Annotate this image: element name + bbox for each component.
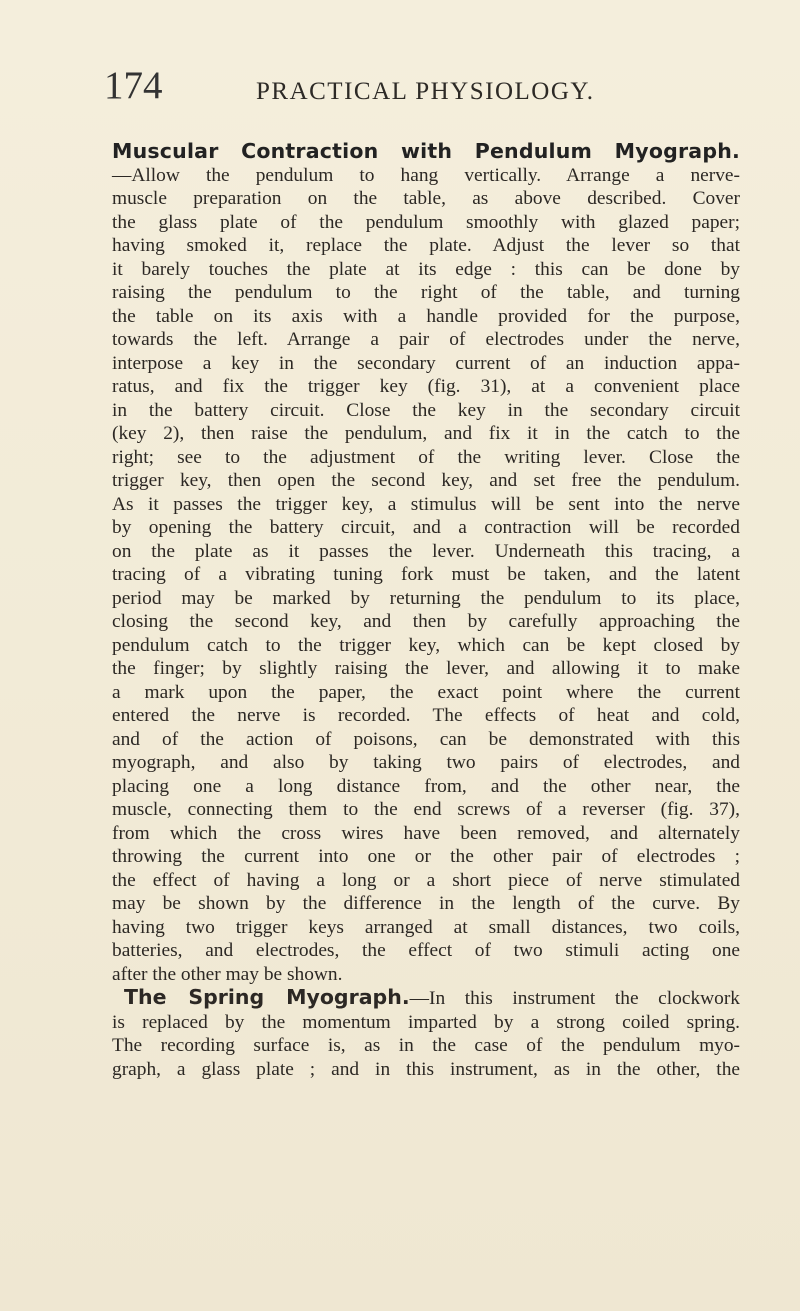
text-line: from which the cross wires have been removed, and alternately: [112, 822, 740, 844]
text-line: throwing the current into one or the other pair of electrodes ;: [112, 846, 740, 867]
text-line: batteries, and electrodes, the effect of two stimuli acting one: [112, 940, 740, 961]
text-line: right; see to the adjustment of the writing lever. Close the: [112, 446, 740, 468]
text-line: in the battery circuit. Close the key in the secondary circuit: [112, 399, 740, 421]
paragraph-lines: [112, 164, 740, 987]
paragraph-spring-myograph: [112, 986, 740, 1081]
text-line: on the plate as it passes the lever. Underneath this tracing, a: [112, 540, 740, 562]
text-line: is replaced by the momentum imparted by a strong coiled spring.: [112, 1011, 740, 1033]
text-line: the effect of having a long or a short piece of nerve stimulated: [112, 869, 740, 891]
page-header: [104, 64, 708, 108]
text-line: the glass plate of the pendulum smoothly with glazed paper;: [112, 211, 740, 233]
text-line: placing one a long distance from, and the other near, the: [112, 775, 740, 797]
text-line: period may be marked by returning the pendulum to its place,: [112, 587, 740, 609]
running-head: PRACTICAL PHYSIOLOGY.: [256, 78, 595, 105]
text-line: the finger; by slightly raising the lever, and allowing it to make: [112, 658, 740, 679]
text-line: the table on its axis with a handle provided for the purpose,: [112, 305, 740, 327]
text-line: raising the pendulum to the right of the table, and turning: [112, 282, 740, 303]
text-line: and of the action of poisons, can be demonstrated with this: [112, 728, 740, 750]
first-line-rest: —In this instrument the clockwork: [409, 988, 740, 1009]
text-line: muscle preparation on the table, as above described. Cover: [112, 188, 740, 209]
text-line: closing the second key, and then by carefully approaching the: [112, 611, 740, 632]
first-line-spring: [112, 986, 740, 1011]
paragraph-pendulum-myograph: [112, 140, 740, 986]
text-line: a mark upon the paper, the exact point where the current: [112, 681, 740, 703]
text-line: graph, a glass plate ; and in this instrument, as in the other, the: [112, 1058, 740, 1080]
text-line: it barely touches the plate at its edge : this can be done by: [112, 258, 740, 280]
paragraph-lines: [112, 1011, 740, 1082]
text-line: towards the left. Arrange a pair of electrodes under the nerve,: [112, 329, 740, 350]
text-line: having two trigger keys arranged at small distances, two coils,: [112, 916, 740, 938]
text-line: having smoked it, replace the plate. Adjust the lever so that: [112, 235, 740, 256]
section-heading-spring-myograph: The Spring Myograph.: [124, 985, 410, 1009]
text-line: ratus, and fix the trigger key (fig. 31), at a convenient place: [112, 376, 740, 397]
text-line: (key 2), then raise the pendulum, and fix it in the catch to the: [112, 423, 740, 444]
text-line: after the other may be shown.: [112, 963, 343, 985]
text-line: muscle, connecting them to the end screws of a reverser (fig. 37),: [112, 799, 740, 820]
page-number: 174: [104, 64, 163, 107]
text-line: —Allow the pendulum to hang vertically. Arrange a nerve-: [112, 164, 740, 186]
body-text: [112, 140, 740, 1081]
text-line: As it passes the trigger key, a stimulus will be sent into the nerve: [112, 493, 740, 515]
text-line: by opening the battery circuit, and a contraction will be recorded: [112, 517, 740, 538]
text-line: pendulum catch to the trigger key, which can be kept closed by: [112, 634, 740, 656]
text-line: tracing of a vibrating tuning fork must be taken, and the latent: [112, 564, 740, 585]
text-line: may be shown by the difference in the length of the curve. By: [112, 893, 740, 914]
text-line: The recording surface is, as in the case of the pendulum myo-: [112, 1035, 740, 1056]
text-line: entered the nerve is recorded. The effects of heat and cold,: [112, 705, 740, 726]
text-line: myograph, and also by taking two pairs of electrodes, and: [112, 752, 740, 773]
text-line: trigger key, then open the second key, and set free the pendulum.: [112, 470, 740, 491]
section-heading-pendulum-myograph: Muscular Contraction with Pendulum Myograph.: [112, 139, 740, 163]
text-line: interpose a key in the secondary current of an induction appa-: [112, 352, 740, 374]
